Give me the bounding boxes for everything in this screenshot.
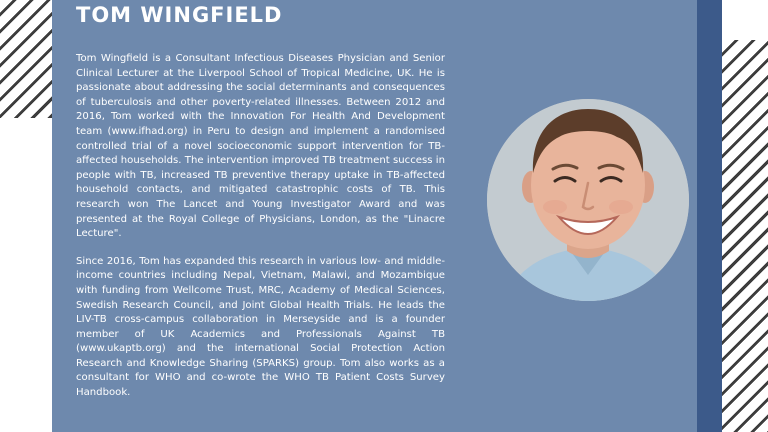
panel-edge-accent <box>697 0 722 432</box>
decorative-stripes-left <box>0 0 52 118</box>
profile-name: TOM WINGFIELD <box>76 3 283 27</box>
decorative-stripes-right <box>722 40 768 432</box>
profile-photo <box>487 99 689 301</box>
portrait-illustration <box>487 99 689 301</box>
bio-text <box>76 52 445 401</box>
bio-paragraph-2: Since 2016, Tom has expanded this research in various low- and middle-income countries including Nepal, Vietnam, Malawi, and Mozambique with funding from Wellcome Trust, MRC, Academy of Medical Sciences, Swedish Research Council, and Joint Global Health Trials. He leads the LIV-TB cross-campus collaboration in Merseyside and is a founder member of UK Academics and Professionals Against TB (www.ukaptb.org) and the international Social Protection Action Research and Knowledge Sharing (SPARKS) group. Tom also works as a consultant for WHO and co-wrote the WHO TB Patient Costs Survey Handbook. <box>76 255 445 399</box>
bio-paragraph-1: Tom Wingfield is a Consultant Infectious Diseases Physician and Senior Clinical Lecturer at the Liverpool School of Tropical Medicine, UK. He is passionate about addressing the social determinants and consequences of tuberculosis and other poverty-related illnesses. Between 2012 and 2016, Tom worked with the Innovation For Health And Development team (www.ifhad.org) in Peru to design and implement a randomised controlled trial of a novel socioeconomic support intervention for TB-affected households. The intervention improved TB treatment success in people with TB, increased TB preventive therapy uptake in TB-affected household contacts, and mitigated catastrophic costs of TB. This research won The Lancet and Young Investigator Award and was presented at the Royal College of Physicians, London, as the "Linacre Lecture". <box>76 53 445 240</box>
